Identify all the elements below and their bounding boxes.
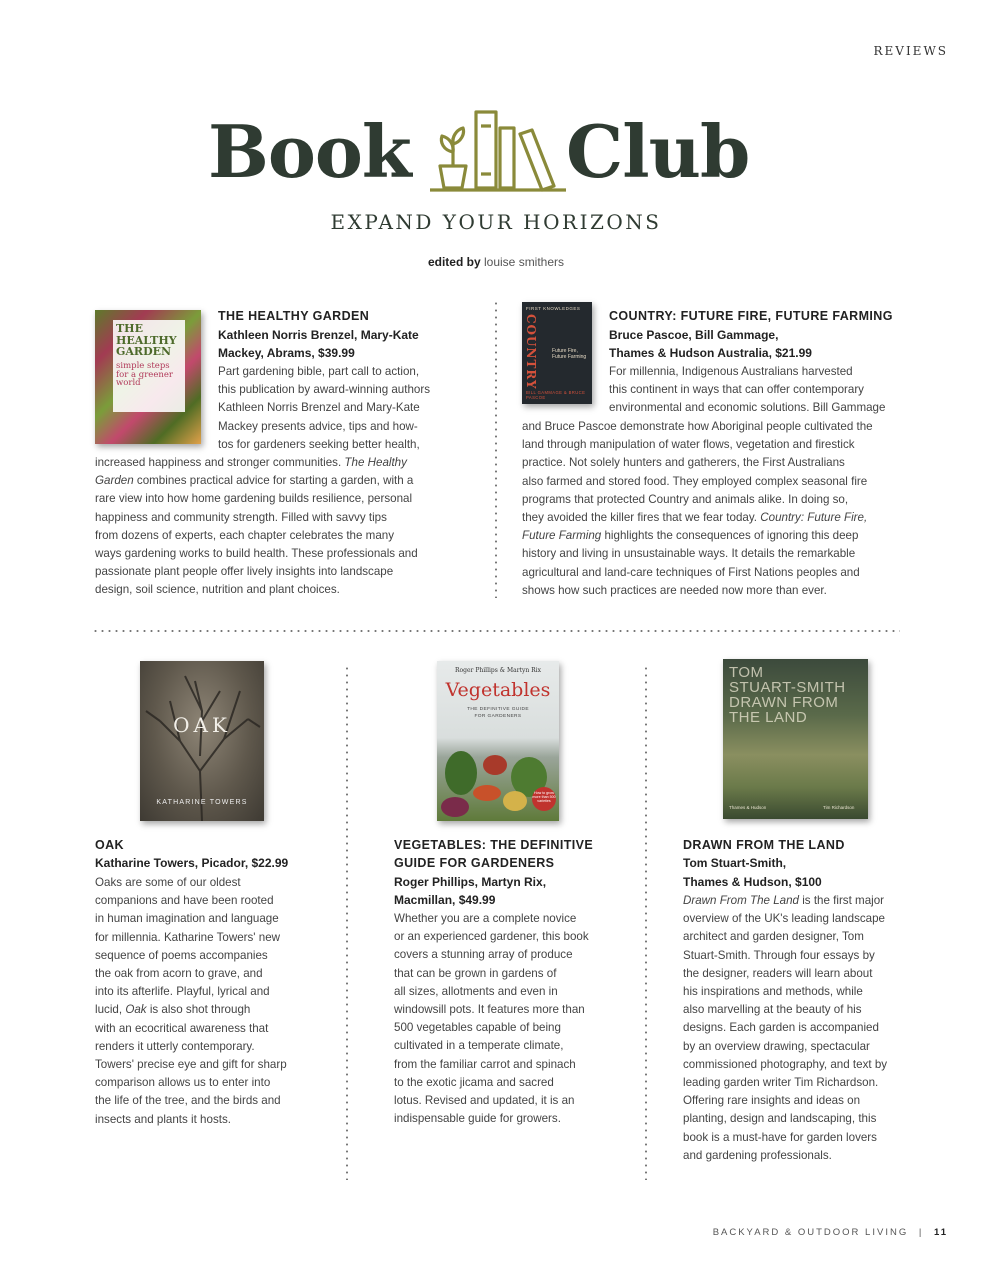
text-line: this publication by award-winning authors <box>218 383 431 397</box>
tree-branches-icon <box>140 661 264 821</box>
text-line: environmental and economic solutions. Bill Gammage <box>609 401 886 415</box>
review-meta: Thames & Hudson Australia, $21.99 <box>609 346 812 360</box>
cover-text: Roger Phillips & Martyn Rix <box>455 667 541 674</box>
text-line: Part gardening bible, part call to action, <box>218 365 420 378</box>
text-line: practice. Not solely hunters and gatherers, the First Australians <box>522 456 845 470</box>
cover-text: FIRST KNOWLEDGES <box>526 306 581 311</box>
text-line: Mackey presents advice, tips and how- <box>218 419 418 433</box>
text-line: happiness and community strength. Filled with savvy tips <box>95 510 387 524</box>
text-line: commissioned photography, and text by <box>683 1057 888 1071</box>
cover-vegetables <box>437 661 559 821</box>
review-body <box>95 454 480 600</box>
text-line: that can be grown in gardens of <box>394 966 557 980</box>
cover-healthy-garden <box>95 310 201 444</box>
text-line: Future Farming highlights the consequences of ignoring this deep <box>522 529 859 543</box>
text-line: and gardening professionals. <box>683 1148 832 1162</box>
text-line: windowsill pots. It features more than <box>394 1003 585 1017</box>
text-line: passionate plant people offer lively insights into landscape <box>95 565 394 579</box>
text-line: the oak from acorn to grave, and <box>95 967 263 981</box>
cover-text: GARDEN <box>116 345 172 359</box>
cover-badge: How to grow more than 500 varieties <box>532 787 556 811</box>
review-title: DRAWN FROM THE LAND <box>683 838 845 852</box>
review-body <box>394 910 634 1128</box>
text-line: or an experienced gardener, this book <box>394 930 589 944</box>
text-line: they avoided the killer fires that we fear today. Country: Future Fire, <box>522 511 868 525</box>
magazine-name: BACKYARD & OUTDOOR LIVING <box>712 1227 909 1238</box>
review-body <box>95 874 335 1129</box>
review-meta: Bruce Pascoe, Bill Gammage, <box>609 328 779 342</box>
review-body <box>218 363 478 454</box>
text-line: comparison allows us to enter into <box>95 1076 271 1090</box>
text-line: the designer, readers will learn about <box>683 966 873 980</box>
text-line: also marvelling at the beauty of his <box>683 1003 862 1017</box>
text-line: for millennia. Katharine Towers' new <box>95 930 281 944</box>
review-title: COUNTRY: FUTURE FIRE, FUTURE FARMING <box>609 309 893 323</box>
text-line: Garden combines practical advice for starting a garden, with a <box>95 474 414 488</box>
text-line: designs. Each garden is accompanied <box>683 1021 879 1035</box>
review-title: THE HEALTHY GARDEN <box>218 309 370 323</box>
text-line: and Bruce Pascoe demonstrate how Aboriginal people cultivated the <box>522 420 873 433</box>
text-line: insects and plants it hosts. <box>95 1112 231 1126</box>
text-line: also farmed and stored food. They employed complex seasonal fire <box>522 474 868 488</box>
column-divider <box>346 665 348 1180</box>
text-line: land through manipulation of water flows, vegetation and firestick <box>522 438 855 452</box>
text-line: planting, design and landscaping, this <box>683 1112 877 1126</box>
edited-by-label: edited by <box>427 255 481 269</box>
text-line: lotus. Revised and updated, it is an <box>394 1094 575 1108</box>
text-line: Towers' precise eye and gift for sharp <box>95 1058 287 1072</box>
cover-drawn-from-the-land <box>723 659 868 819</box>
cover-text: THE DEFINITIVE GUIDE <box>467 707 529 712</box>
cover-text: OAK <box>173 713 231 737</box>
cover-text: Vegetables <box>445 679 551 701</box>
review-title: VEGETABLES: THE DEFINITIVE <box>394 838 594 852</box>
text-line: design, soil science, nutrition and plant choices. <box>95 583 340 597</box>
tagline: EXPAND YOUR HORIZONS <box>330 210 662 234</box>
page-footer <box>713 1227 948 1238</box>
text-line: tos for gardeners seeking better health, <box>218 437 420 451</box>
text-line: increased happiness and stronger communities. The Healthy <box>95 456 407 469</box>
editor-name: louise smithers <box>484 255 565 269</box>
text-line: renders it utterly contemporary. <box>95 1039 255 1053</box>
cover-text: world <box>116 378 141 389</box>
cover-text: TOM STUART-SMITH DRAWN FROM THE LAND <box>729 664 846 726</box>
review-body <box>683 892 945 1165</box>
text-line: all sizes, allotments and even in <box>394 984 558 998</box>
text-line: Drawn From The Land is the first major <box>683 894 885 907</box>
text-line: companions and have been rooted <box>95 894 274 908</box>
cover-text: KATHARINE TOWERS <box>156 799 248 806</box>
text-line: Kathleen Norris Brenzel and Mary-Kate <box>218 401 420 415</box>
title-book: Book <box>208 109 411 194</box>
column-divider <box>495 300 497 598</box>
text-line: his inspirations and methods, while <box>683 985 863 999</box>
cover-text: HEALTHY <box>116 333 177 347</box>
text-line: covers a stunning array of produce <box>394 948 573 962</box>
review-body <box>522 418 940 600</box>
cover-text: Future Fire, Future Farming <box>552 348 587 360</box>
text-line: sequence of poems accompanies <box>95 948 268 962</box>
review-title: GUIDE FOR GARDENERS <box>394 856 555 870</box>
text-line: For millennia, Indigenous Australians harvested <box>609 365 853 378</box>
section-divider <box>92 630 900 632</box>
text-line: overview of the UK's leading landscape <box>683 912 886 926</box>
cover-text: FOR GARDENERS <box>474 714 522 719</box>
cover-oak <box>140 661 264 821</box>
text-line: architect and garden designer, Tom <box>683 930 864 944</box>
section-label: REVIEWS <box>873 44 948 58</box>
footer-separator: | <box>918 1227 924 1238</box>
review-meta: Kathleen Norris Brenzel, Mary-Kate <box>218 328 419 342</box>
cover-text: simple steps <box>116 360 170 371</box>
text-line: book is a must-have for garden lovers <box>683 1130 877 1144</box>
text-line: from dozens of experts, each chapter celebrates the many <box>95 528 395 542</box>
cover-text: BILL GAMMAGE & BRUCE PASCOE <box>526 390 586 400</box>
cover-text: Tim Richardson <box>823 805 855 810</box>
bookshelf-plant-icon <box>428 108 568 198</box>
text-line: Stuart-Smith. Through four essays by <box>683 948 875 962</box>
text-line: Whether you are a complete novice <box>394 912 577 925</box>
text-line: Oaks are some of our oldest <box>95 876 241 889</box>
text-line: the life of the tree, and the birds and <box>95 1094 281 1108</box>
text-line: history and living in unsustainable ways. It details the remarkable <box>522 547 856 561</box>
text-line: cultivated in a temperate climate, <box>394 1039 564 1053</box>
text-line: shows how such practices are needed now more than ever. <box>522 583 827 597</box>
column-divider <box>645 665 647 1180</box>
review-meta: Katharine Towers, Picador, $22.99 <box>95 856 289 870</box>
text-line: programs that protected Country and animals alike. In doing so, <box>522 492 849 506</box>
review-meta: Thames & Hudson, $100 <box>683 875 822 889</box>
review-body <box>609 363 939 418</box>
text-line: agricultural and land-care techniques of First Nations peoples and <box>522 565 860 579</box>
review-title: OAK <box>95 838 124 852</box>
cover-text: Thames & Hudson <box>729 805 767 810</box>
cover-country <box>522 302 592 404</box>
text-line: lucid, Oak is also shot through <box>95 1003 251 1017</box>
text-line: Offering rare insights and ideas on <box>683 1094 861 1108</box>
review-meta: Tom Stuart-Smith, <box>683 856 787 870</box>
text-line: from the familiar carrot and spinach <box>394 1057 576 1071</box>
editor-credit <box>0 255 992 269</box>
text-line: in human imagination and language <box>95 912 279 926</box>
text-line: to the exotic jicama and sacred <box>394 1075 554 1089</box>
cover-text: for a greener <box>116 369 173 380</box>
title-club: Club <box>566 109 750 194</box>
text-line: by an overview drawing, spectacular <box>683 1039 870 1053</box>
text-line: rare view into how home gardening builds resilience, personal <box>95 492 413 506</box>
review-meta: Macmillan, $49.99 <box>394 893 496 907</box>
cover-text: THE <box>116 322 143 335</box>
page-number: 11 <box>933 1227 948 1238</box>
text-line: this continent in ways that can offer contemporary <box>609 383 864 397</box>
masthead <box>0 100 992 210</box>
text-line: leading garden writer Tim Richardson. <box>683 1076 879 1090</box>
cover-text: COUNTRY <box>524 314 538 390</box>
text-line: ways gardening works to build health. These professionals and <box>95 547 418 561</box>
review-meta: Roger Phillips, Martyn Rix, <box>394 875 547 889</box>
text-line: into its afterlife. Playful, lyrical and <box>95 985 270 999</box>
review-meta: Mackey, Abrams, $39.99 <box>218 346 355 360</box>
text-line: 500 vegetables capable of being <box>394 1021 561 1035</box>
text-line: indispensable guide for growers. <box>394 1112 561 1126</box>
text-line: with an ecocritical awareness that <box>95 1021 269 1035</box>
